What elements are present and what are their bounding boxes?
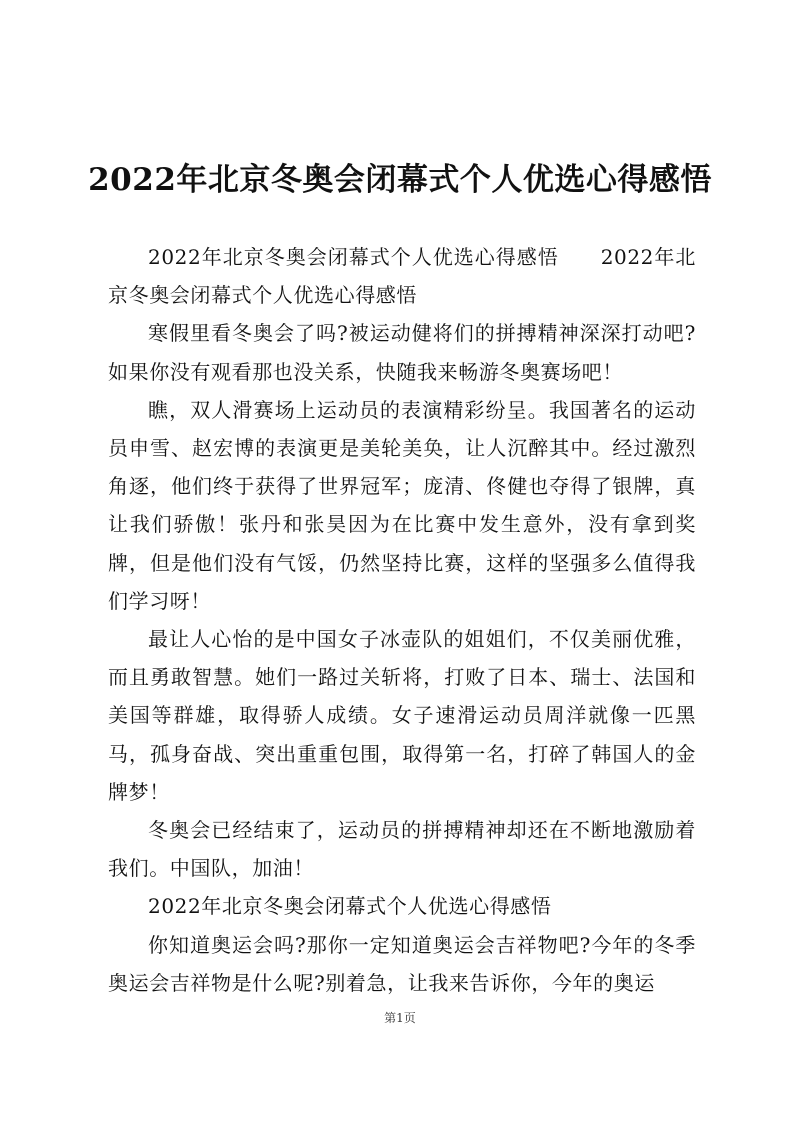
document-title: 2022年北京冬奥会闭幕式个人优选心得感悟 bbox=[88, 162, 712, 198]
document-body bbox=[108, 238, 696, 1002]
paragraph-4: 最让人心怡的是中国女子冰壶队的姐姐们，不仅美丽优雅，而且勇敢智慧。她们一路过关斩将，打败了日本、瑞士、法国和美国等群雄，取得骄人成绩。女子速滑运动员周洋就像一匹黑马，孤身奋战、突出重重包围，取得第一名，打碎了韩国人的金牌梦！ bbox=[108, 627, 696, 804]
paragraph-6: 你知道奥运会吗?那你一定知道奥运会吉祥物吧?今年的冬季奥运会吉祥物是什么呢?别着急，让我来告诉你，今年的奥运 bbox=[108, 932, 696, 995]
paragraph-2: 寒假里看冬奥会了吗?被运动健将们的拼搏精神深深打动吧?如果你没有观看那也没关系，快随我来畅游冬奥赛场吧！ bbox=[108, 321, 696, 384]
section-heading-line: 2022年北京冬奥会闭幕式个人优选心得感悟 bbox=[148, 894, 552, 919]
paragraph-1: 2022年北京冬奥会闭幕式个人优选心得感悟 2022年北京冬奥会闭幕式个人优选心得感悟 bbox=[108, 245, 696, 308]
paragraph-5: 冬奥会已经结束了，运动员的拼搏精神却还在不断地激励着我们。中国队，加油！ bbox=[108, 818, 696, 881]
page-number: 第1页 bbox=[384, 1011, 416, 1025]
paragraph-3: 瞧，双人滑赛场上运动员的表演精彩纷呈。我国著名的运动员申雪、赵宏博的表演更是美轮美奂，让人沉醉其中。经过激烈角逐，他们终于获得了世界冠军；庞清、佟健也夺得了银牌，真让我们骄傲！张丹和张昊因为在比赛中发生意外，没有拿到奖牌，但是他们没有气馁，仍然坚持比赛，这样的坚强多么值得我们学习呀！ bbox=[108, 397, 696, 613]
